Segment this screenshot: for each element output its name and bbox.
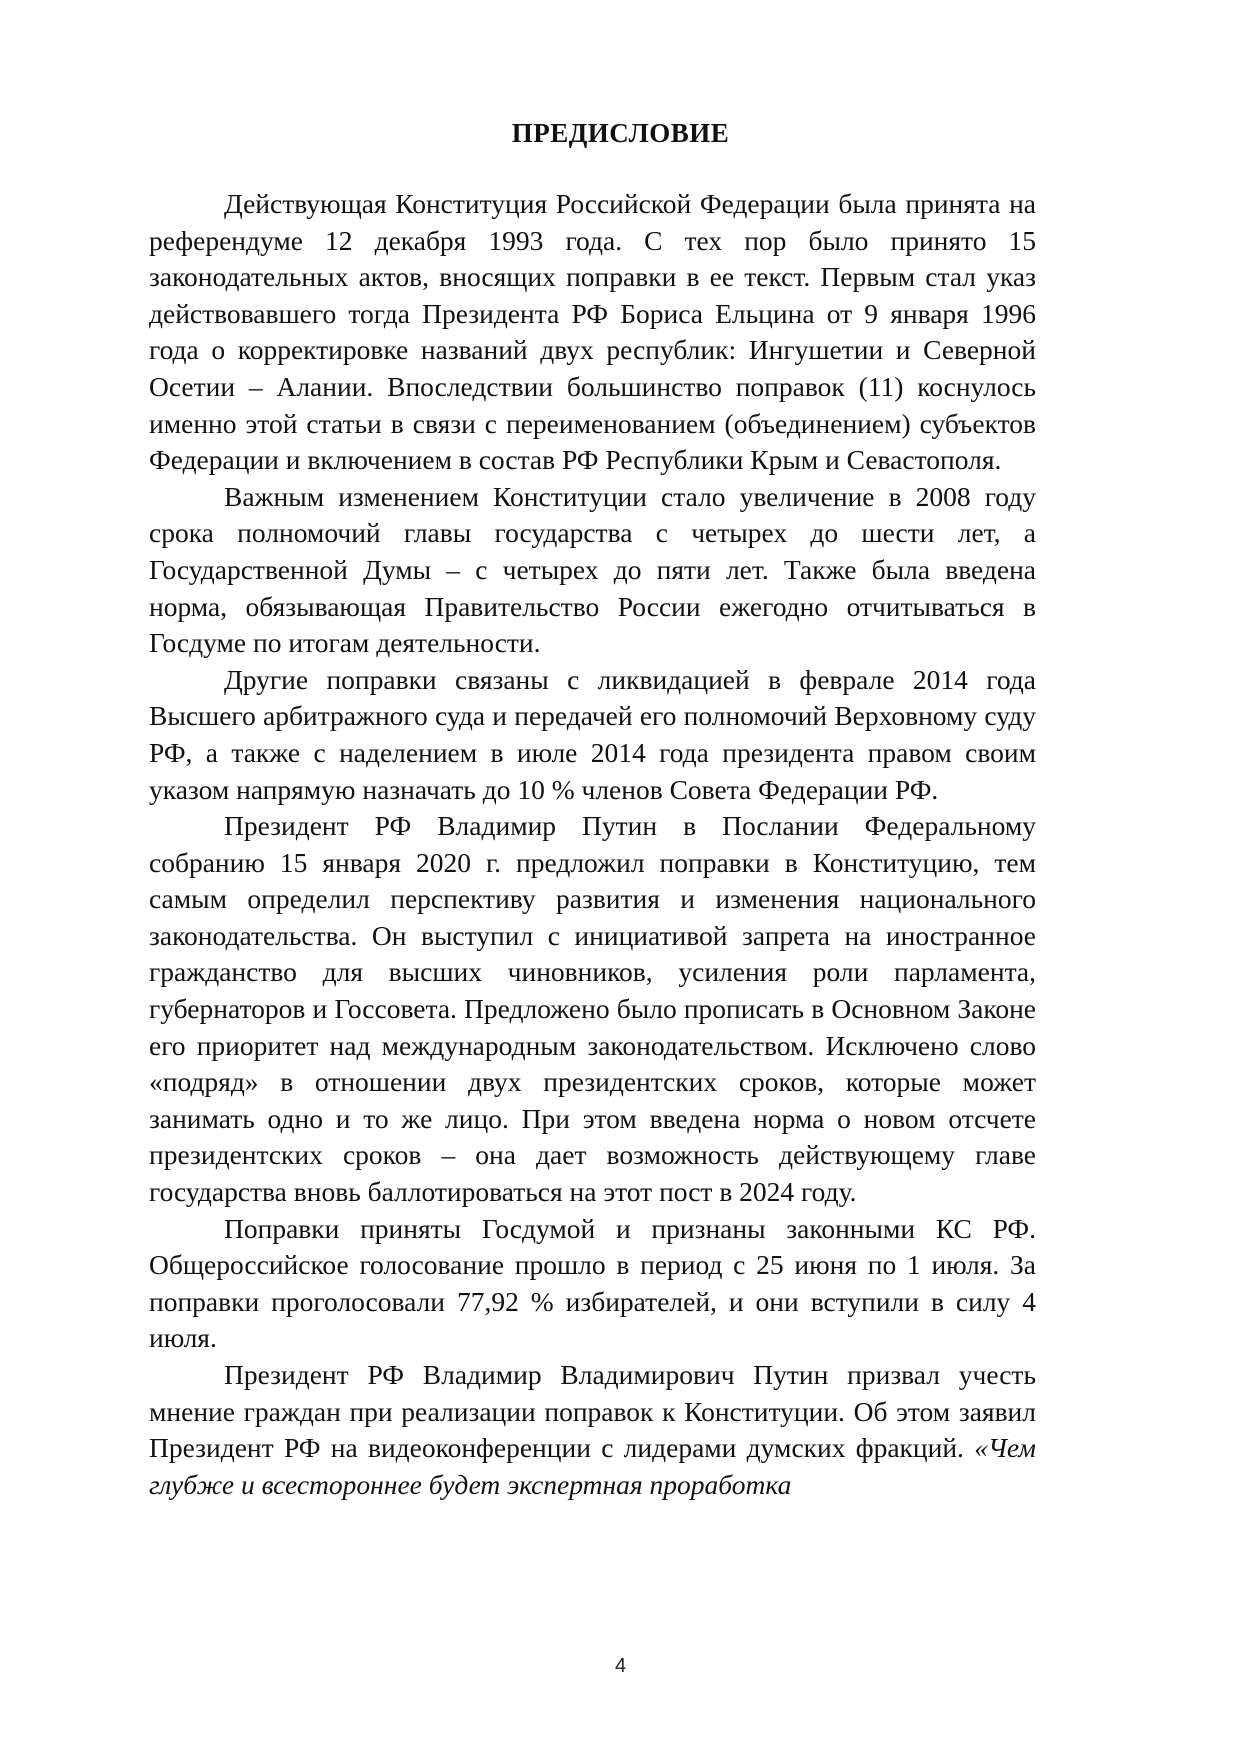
paragraph bbox=[149, 1357, 1036, 1503]
paragraph: Другие поправки связаны с ликвидацией в феврале 2014 года Высшего арбитражного суда и передачей его полномочий Верховному суду РФ, а также с наделением в июле 2014 года президента правом своим указом напрямую назначать до 10 % членов Совета Федерации РФ. bbox=[149, 663, 1036, 805]
paragraph: Важным изменением Конституции стало увеличение в 2008 году срока полномочий главы государства с четырех до шести лет, а Государственной Думы – с четырех до пяти лет. Также была введена норма, обязывающая Правительство России ежегодно отчитываться в Госдуме по итогам деятельности. bbox=[149, 480, 1036, 659]
body-text bbox=[149, 186, 1036, 1503]
page-title: ПРЕДИСЛОВИЕ bbox=[511, 118, 730, 148]
italic-quote: «Чем глубже и всестороннее будет экспертная проработка bbox=[149, 1432, 1036, 1500]
page-number: 4 bbox=[614, 1655, 627, 1677]
paragraph: Президент РФ Владимир Путин в Послании Федеральному собранию 15 января 2020 г. предложил поправки в Конституцию, тем самым определил перспективу развития и изменения национального законодательства. Он выступил с инициативой запрета на иностранное гражданство для высших чиновников, усиления роли парламента, губернаторов и Госсовета. Предложено было прописать в Основном Законе его приоритет над международным законодательством. Исключено слово «подряд» в отношении двух президентских сроков, которые может занимать одно и то же лицо. При этом введена норма о новом отсчете президентских сроков – она дает возможность действующему главе государства вновь баллотироваться на этот пост в 2024 году. bbox=[149, 810, 1036, 1208]
paragraph-text: Президент РФ Владимир Владимирович Путин призвал учесть мнение граждан при реализации поправок к Конституции. Об этом заявил Президент РФ на видеоконференции с лидерами думских фракций. bbox=[149, 1359, 1036, 1464]
paragraph: Действующая Конституция Российской Федерации была принята на референдуме 12 декабря 1993 года. С тех пор было принято 15 законодательных актов, вносящих поправки в ее текст. Первым стал указ действовавшего тогда Президента РФ Бориса Ельцина от 9 января 1996 года о корректировке названий двух республик: Ингушетии и Северной Осетии – Алании. Впоследствии большинство поправок (11) коснулось именно этой статьи в связи с переименованием (объединением) субъектов Федерации и включением в состав РФ Республики Крым и Севастополя. bbox=[149, 188, 1036, 476]
paragraph: Поправки приняты Госдумой и признаны законными КС РФ. Общероссийское голосование прошло в период с 25 июня по 1 июля. За поправки проголосовали 77,92 % избирателей, и они вступили в силу 4 июля. bbox=[149, 1212, 1036, 1354]
